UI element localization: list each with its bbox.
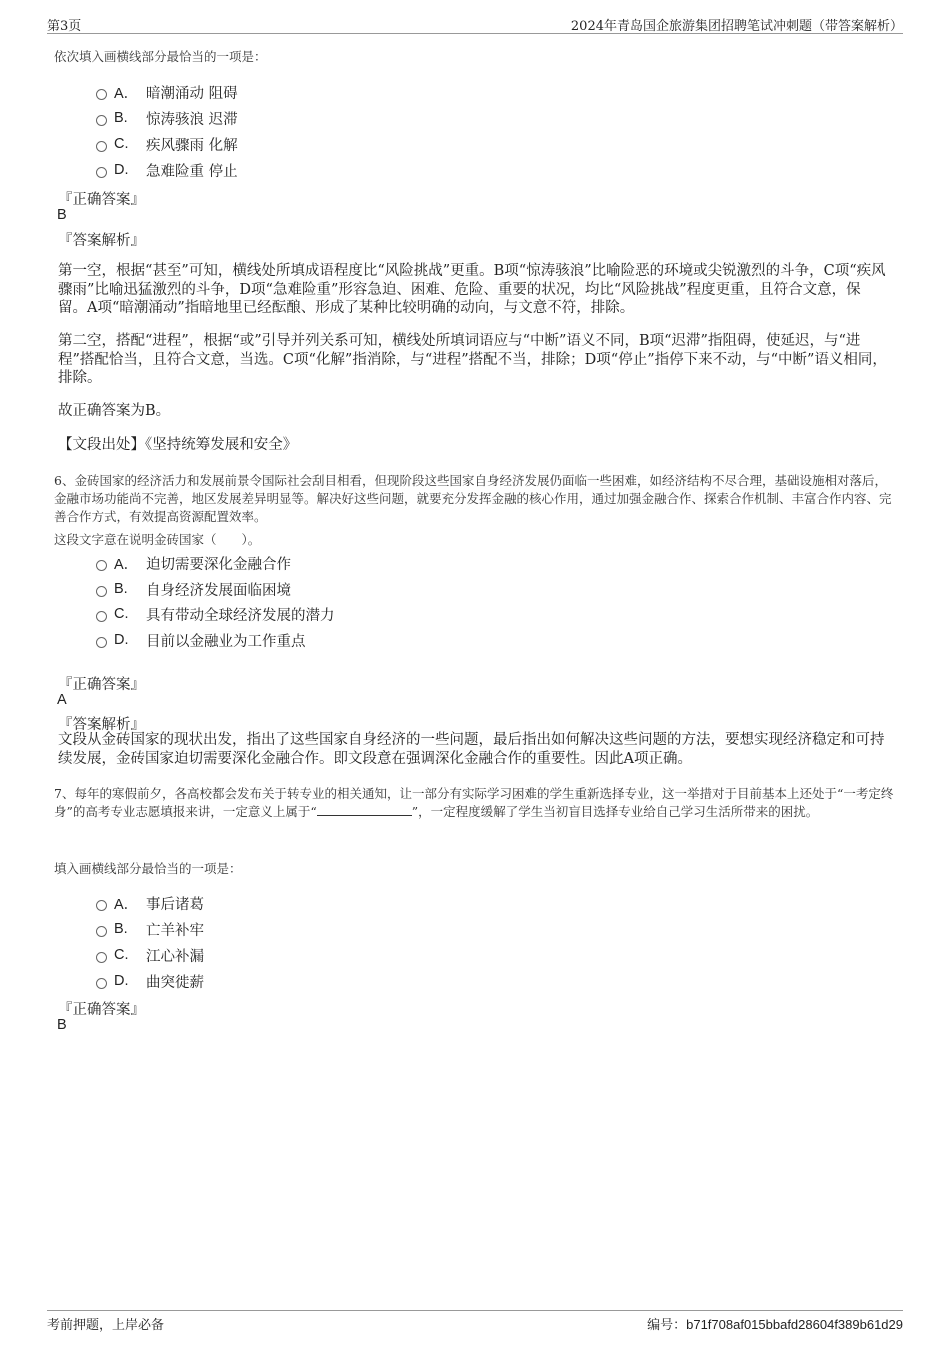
radio-icon[interactable]: [96, 167, 107, 178]
q7-prompt: 填入画横线部分最恰当的一项是：: [54, 861, 242, 876]
q6-prompt: 这段文字意在说明金砖国家（ ）。: [54, 532, 261, 547]
radio-icon[interactable]: [96, 611, 107, 622]
q6-answer: A: [57, 692, 67, 708]
q6-analysis-label: 『答案解析』: [58, 717, 145, 733]
q7-answer: B: [57, 1017, 67, 1033]
q6-option-a[interactable]: A． 迫切需要深化金融合作: [96, 553, 291, 573]
radio-icon[interactable]: [96, 586, 107, 597]
q5-analysis-paragraph-2: 第二空，搭配“进程”，根据“或”引导并列关系可知，横线处所填词语应与“中断”语义不同，B项“迟滞”指阻碍，使延迟，与“进程”搭配恰当，且符合文意，当选。C项“化解”指消除，与“进程”搭配不当，排除；D项“停止”指停下来不动，与“中断”语义相同，排除。: [58, 333, 887, 386]
document-title: 2024年青岛国企旅游集团招聘笔试冲刺题（带答案解析）: [570, 19, 903, 34]
radio-icon[interactable]: [96, 978, 107, 989]
q5-source: 【文段出处】《坚持统筹发展和安全》: [58, 437, 298, 453]
radio-icon[interactable]: [96, 115, 107, 126]
q7-option-c[interactable]: C. 江心补漏: [96, 945, 204, 965]
q6-option-c[interactable]: C. 具有带动全球经济发展的潜力: [96, 604, 335, 624]
q5-option-a[interactable]: A． 暗潮涌动 阻碍: [96, 82, 238, 102]
q6-option-b[interactable]: B. 自身经济发展面临困境: [96, 579, 291, 599]
q5-answer: B: [57, 207, 67, 223]
q6-passage: 6、金砖国家的经济活力和发展前景令国际社会刮目相看，但现阶段这些国家自身经济发展仍面临一些困难，如经济结构不尽合理，基础设施相对落后，金融市场功能尚不完善，地区发展差异明显等。解决好这些问题，就要充分发挥金融的核心作用，通过加强金融合作、探索合作机制、丰富合作内容、完善合作方式，有效提高资源配置效率。: [54, 473, 892, 524]
q7-option-b[interactable]: B. 亡羊补牢: [96, 919, 204, 939]
radio-icon[interactable]: [96, 952, 107, 963]
fill-blank-line: [317, 804, 412, 816]
page-header: [47, 14, 903, 34]
footer-slogan: 考前押题，上岸必备: [47, 1318, 165, 1333]
q7-option-a[interactable]: A． 事后诸葛: [96, 893, 204, 913]
q5-option-d[interactable]: D. 急难险重 停止: [96, 160, 238, 180]
q5-answer-label: 『正确答案』: [58, 192, 145, 208]
q7-passage: 7、每年的寒假前夕，各高校都会发布关于转专业的相关通知，让一部分有实际学习困难的学生重新选择专业，这一举措对于目前基本上还处于“一考定终身”的高考专业志愿填报来讲，一定意义上属于“ ”，一定程度缓解了学生当初盲目选择专业给自己学习生活所带来的困扰。: [54, 786, 894, 819]
q6-option-d[interactable]: D. 目前以金融业为工作重点: [96, 630, 306, 650]
q5-analysis-conclusion: 故正确答案为B。: [58, 403, 171, 419]
q5-analysis-label: 『答案解析』: [58, 233, 145, 249]
page-number: 第3页: [47, 19, 82, 34]
q5-option-b[interactable]: B. 惊涛骇浪 迟滞: [96, 108, 238, 128]
radio-icon[interactable]: [96, 560, 107, 571]
radio-icon[interactable]: [96, 89, 107, 100]
q6-answer-label: 『正确答案』: [58, 677, 145, 693]
radio-icon[interactable]: [96, 637, 107, 648]
q6-analysis: 文段从金砖国家的现状出发，指出了这些国家自身经济的一些问题，最后指出如何解决这些问题的方法，要想实现经济稳定和可持续发展，金砖国家迫切需要深化金融合作。即文段意在强调深化金融合作的重要性。因此A项正确。: [58, 732, 885, 767]
q5-analysis-paragraph-1: 第一空，根据“甚至”可知，横线处所填成语程度比“风险挑战”更重。B项“惊涛骇浪”比喻险恶的环境或尖锐激烈的斗争，C项“疾风骤雨”比喻迅猛激烈的斗争，D项“急难险重”形容急迫、困难、危险、重要的状况，均比“风险挑战”程度更重，且符合文意，保留。A项“暗潮涌动”指暗地里已经酝酿、形成了某种比较明确的动向，与文意不符，排除。: [58, 263, 886, 316]
page-footer: [47, 1310, 903, 1333]
radio-icon[interactable]: [96, 926, 107, 937]
q7-option-d[interactable]: D. 曲突徙薪: [96, 971, 204, 991]
radio-icon[interactable]: [96, 141, 107, 152]
radio-icon[interactable]: [96, 900, 107, 911]
q5-option-c[interactable]: C. 疾风骤雨 化解: [96, 134, 238, 154]
document-code: 编号：b71f708af015bbafd28604f389b61d29: [647, 1317, 903, 1332]
q7-answer-label: 『正确答案』: [58, 1002, 145, 1018]
q5-prompt: 依次填入画横线部分最恰当的一项是：: [54, 49, 267, 64]
